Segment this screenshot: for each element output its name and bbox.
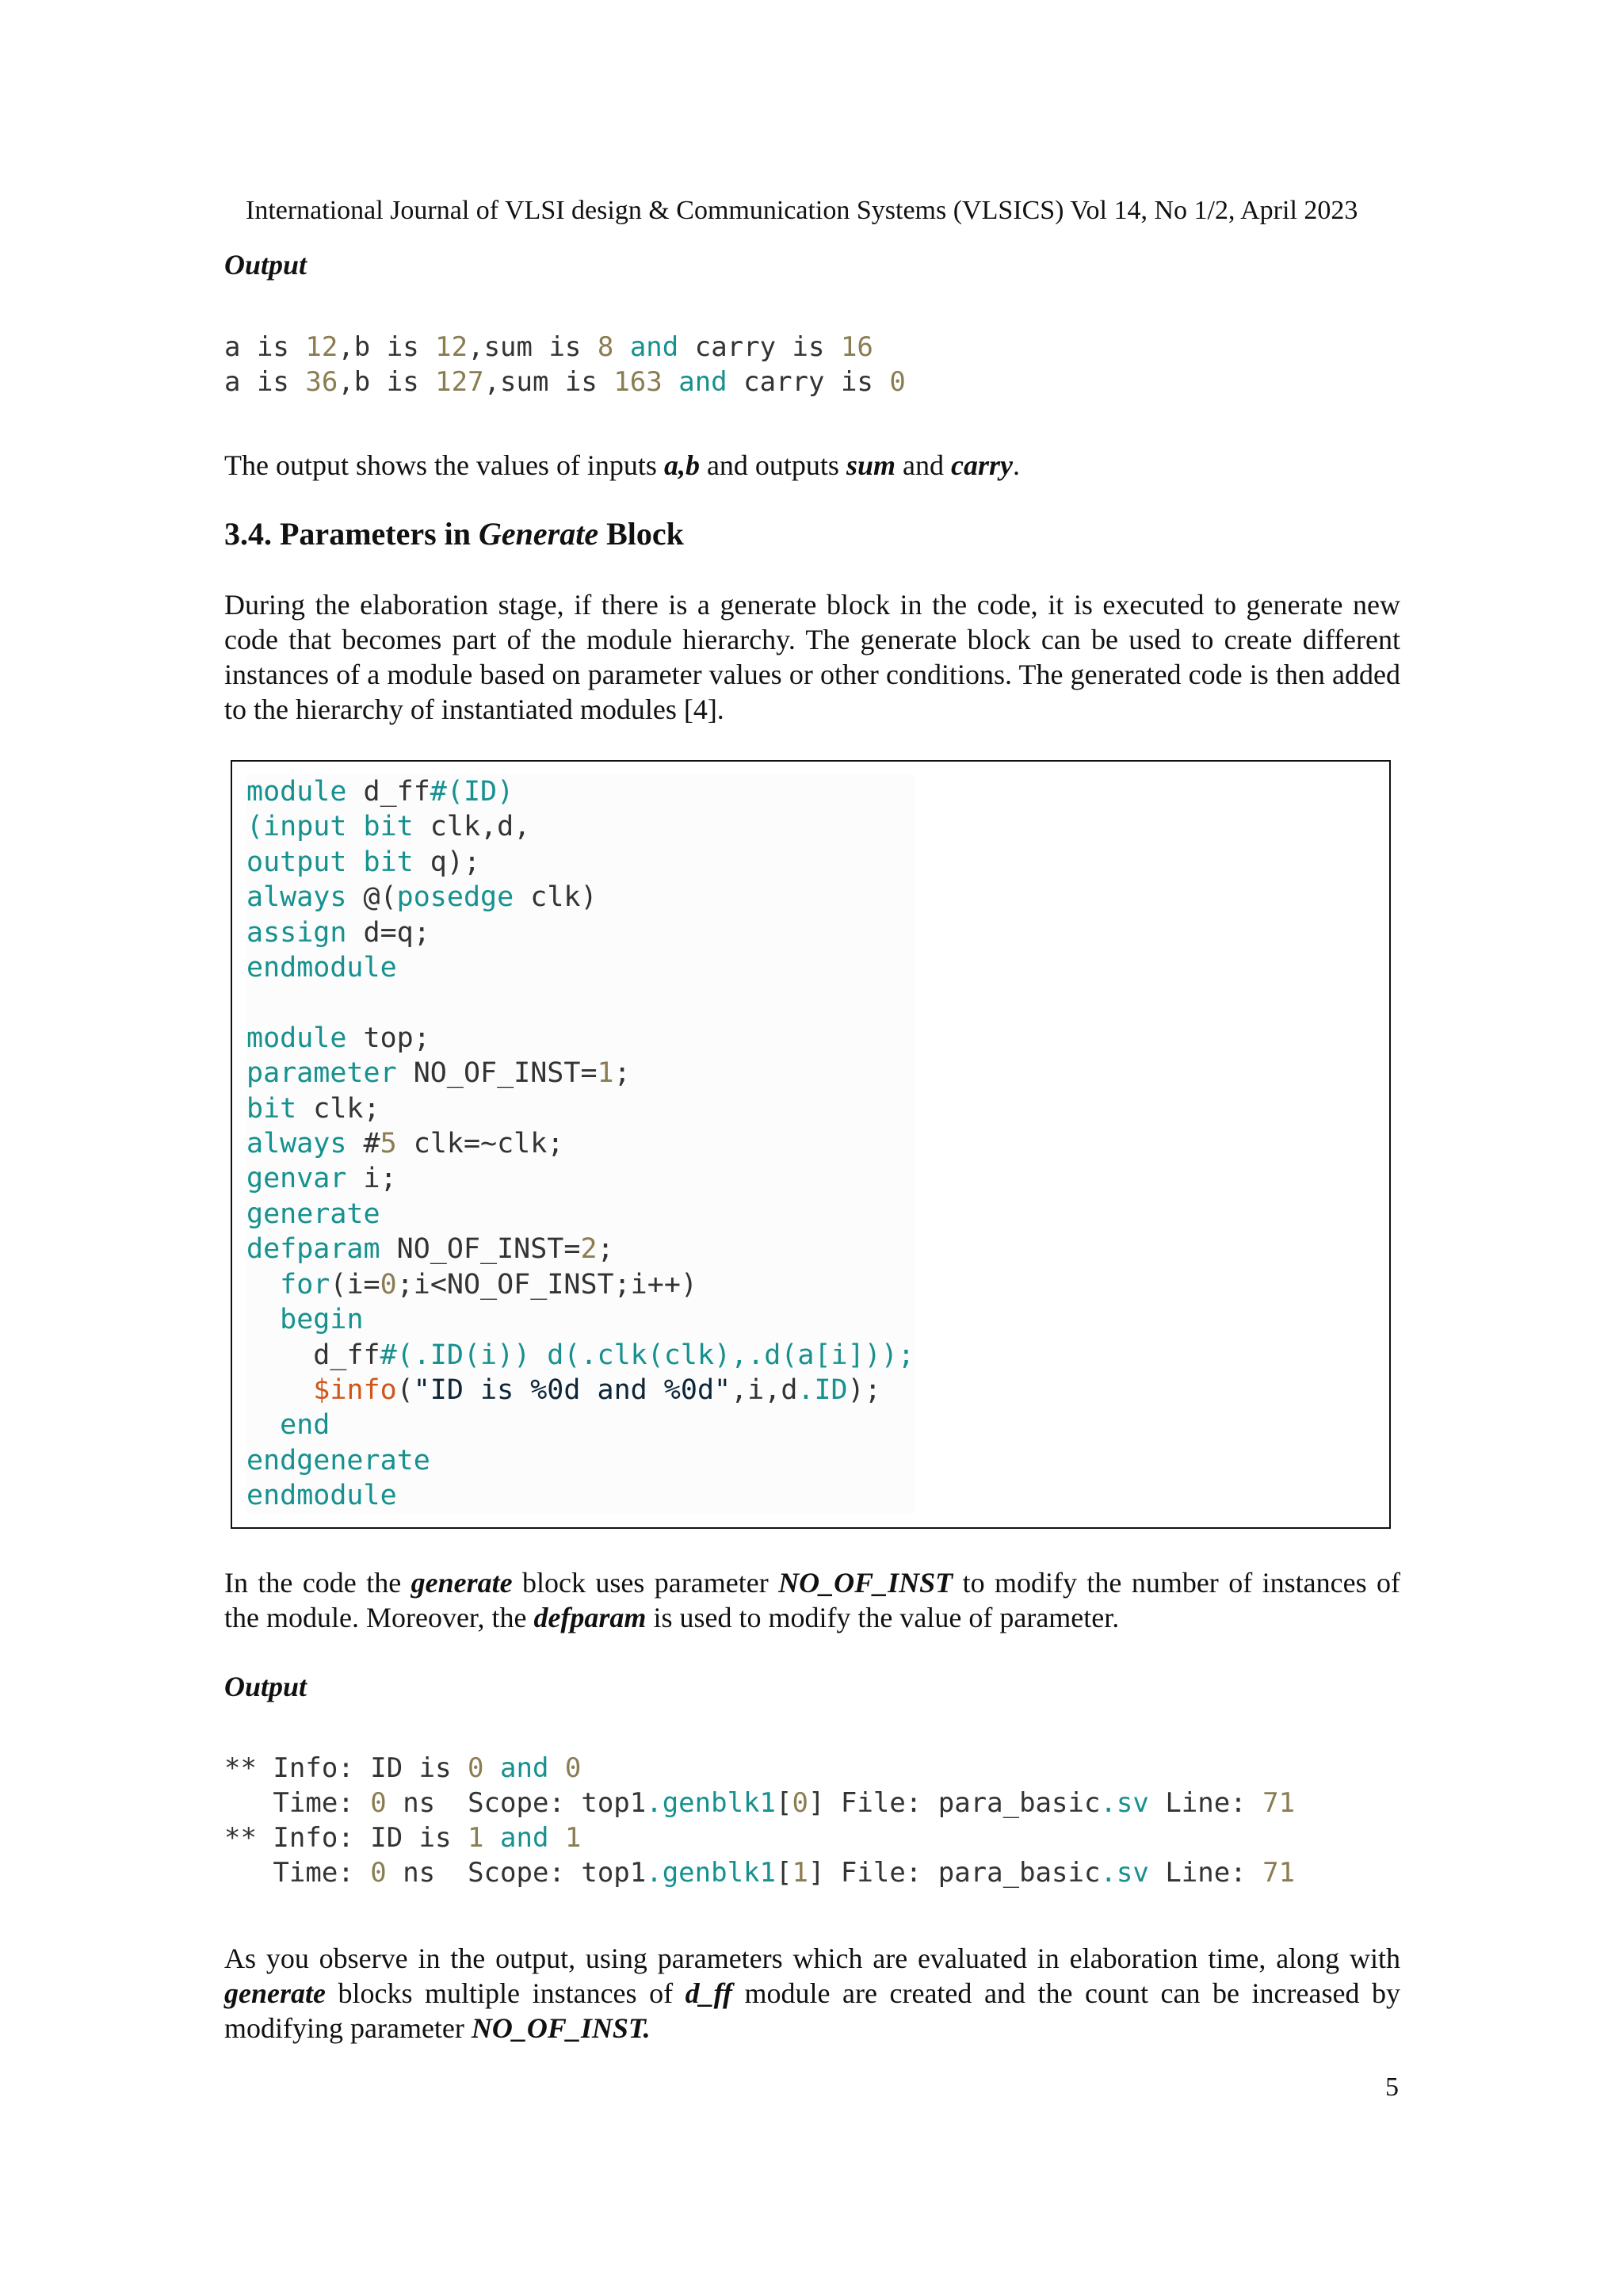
code-listing (246, 774, 915, 1514)
output-line: ** Info: ID is 0 and 0 (224, 1752, 582, 1784)
paragraph-code-explanation: In the code the generate block uses parameter NO_OF_INST to modify the number of instances of the module. Moreover, the defparam is used to modify the value of parameter. (224, 1567, 1400, 1633)
code-line: genvar i; (246, 1163, 397, 1195)
code-line: assign d=q; (246, 916, 430, 949)
code-line: endgenerate (246, 1444, 430, 1477)
output-line: Time: 0 ns Scope: top1.genblk1[0] File: para_basic.sv Line: 71 (224, 1787, 1296, 1819)
code-line: parameter NO_OF_INST=1; (246, 1057, 631, 1090)
journal-header: International Journal of VLSI design & Communication Systems (VLSICS) Vol 14, No 1/2, April 2023 (246, 196, 1358, 225)
code-line: always @(posedge clk) (246, 881, 598, 914)
output-listing-1 (224, 330, 906, 399)
code-line: d_ff#(.ID(i)) d(.clk(clk),.d(a[i])); (313, 1339, 915, 1371)
code-line: module d_ff#(ID) (246, 776, 514, 808)
output-listing-2 (224, 1751, 1295, 1890)
code-line: endmodule (246, 1480, 397, 1512)
code-line: (input bit clk,d, (246, 811, 531, 843)
code-line: $info("ID is %0d and %0d",i,d.ID); (313, 1373, 881, 1406)
code-line: for(i=0;i<NO_OF_INST;i++) (280, 1268, 697, 1301)
code-line: always #5 clk=~clk; (246, 1128, 564, 1160)
code-line: bit clk; (246, 1092, 380, 1125)
code-line: begin (280, 1304, 364, 1336)
paragraph-output-description: The output shows the values of inputs a,b and outputs sum and carry. (224, 449, 1020, 481)
output-line: a is 36,b is 127,sum is 163 and carry is 0 (224, 366, 906, 398)
code-line: end (280, 1409, 330, 1442)
code-line: endmodule (246, 952, 397, 984)
code-line: output bit q); (246, 846, 481, 878)
code-listing-box (231, 760, 1391, 1529)
code-line: module top; (246, 1022, 430, 1054)
output-line: Time: 0 ns Scope: top1.genblk1[1] File: para_basic.sv Line: 71 (224, 1857, 1296, 1889)
paragraph-generate-intro: During the elaboration stage, if there is a generate block in the code, it is executed to generate new code that becomes part of the module hierarchy. The generate block can be used to create different instances of a module based on parameter values or other conditions. The generated code is then added to the hierarchy of instantiated modules [4]. (224, 589, 1400, 725)
code-line: generate (246, 1198, 380, 1230)
section-heading: 3.4. Parameters in Generate Block (224, 516, 684, 552)
output-line: ** Info: ID is 1 and 1 (224, 1822, 582, 1854)
output-line: a is 12,b is 12,sum is 8 and carry is 16 (224, 331, 873, 363)
code-blank-line (246, 985, 915, 1020)
page-number: 5 (1385, 2073, 1399, 2102)
paragraph-conclusion: As you observe in the output, using parameters which are evaluated in elaboration time, along with generate blocks multiple instances of d_ff module are created and the count can be increased by modifying parameter NO_OF_INST. (224, 1943, 1400, 2044)
code-line: defparam NO_OF_INST=2; (246, 1233, 614, 1266)
output-heading: Output (224, 249, 307, 281)
output-heading: Output (224, 1671, 307, 1702)
